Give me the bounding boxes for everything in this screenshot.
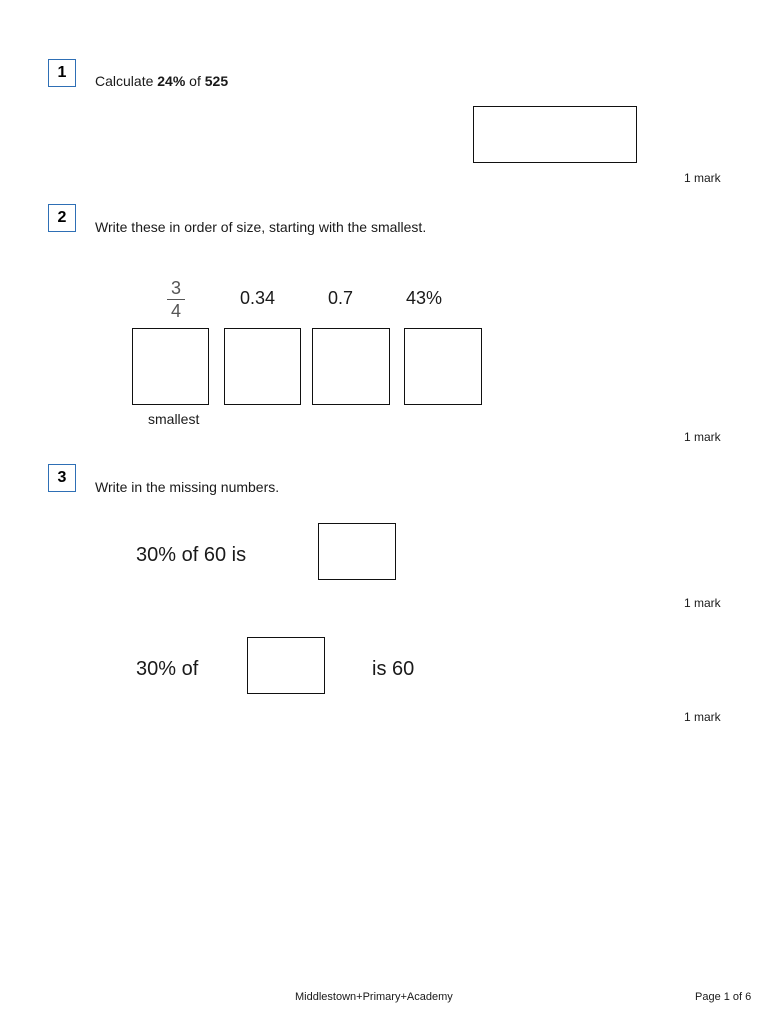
fraction-three-quarters xyxy=(164,279,188,320)
question-3b-suffix: is 60 xyxy=(372,658,415,680)
question-1-text-mid: of xyxy=(185,73,205,89)
question-1-text-prefix: Calculate xyxy=(95,73,158,89)
footer-page-number: Page 1 of 6 xyxy=(695,991,752,1003)
question-number-3: 3 xyxy=(48,464,76,492)
question-1-amount: 525 xyxy=(204,73,229,89)
answer-box-q1[interactable] xyxy=(473,106,637,163)
question-3a-text: 30% of 60 is xyxy=(136,544,247,566)
order-answer-box-3[interactable] xyxy=(312,328,390,405)
answer-box-q3b[interactable] xyxy=(247,637,325,694)
order-answer-box-2[interactable] xyxy=(224,328,301,405)
mark-label-q2: 1 mark xyxy=(684,430,721,444)
order-item-0-7: 0.7 xyxy=(328,288,354,308)
fraction-numerator: 3 xyxy=(170,278,181,298)
fraction-denominator: 4 xyxy=(170,301,181,321)
order-answer-box-1[interactable] xyxy=(132,328,209,405)
mark-label-q3b: 1 mark xyxy=(684,710,721,724)
answer-box-q3a[interactable] xyxy=(318,523,396,580)
order-item-0-34: 0.34 xyxy=(240,288,276,308)
order-answer-box-4[interactable] xyxy=(404,328,482,405)
question-number-2: 2 xyxy=(48,204,76,232)
question-1-text xyxy=(95,73,228,89)
footer-school-name: Middlestown+Primary+Academy xyxy=(295,991,453,1003)
question-2-text: Write these in order of size, starting with the smallest. xyxy=(95,219,427,235)
mark-label-q1: 1 mark xyxy=(684,171,721,185)
question-3-text: Write in the missing numbers. xyxy=(95,479,280,495)
question-1-percent: 24% xyxy=(157,73,186,89)
question-3b-prefix: 30% of xyxy=(136,658,199,680)
mark-label-q3a: 1 mark xyxy=(684,596,721,610)
fraction-bar xyxy=(167,299,185,300)
order-item-43-percent: 43% xyxy=(406,288,443,308)
smallest-label: smallest xyxy=(148,411,200,427)
question-number-1: 1 xyxy=(48,59,76,87)
